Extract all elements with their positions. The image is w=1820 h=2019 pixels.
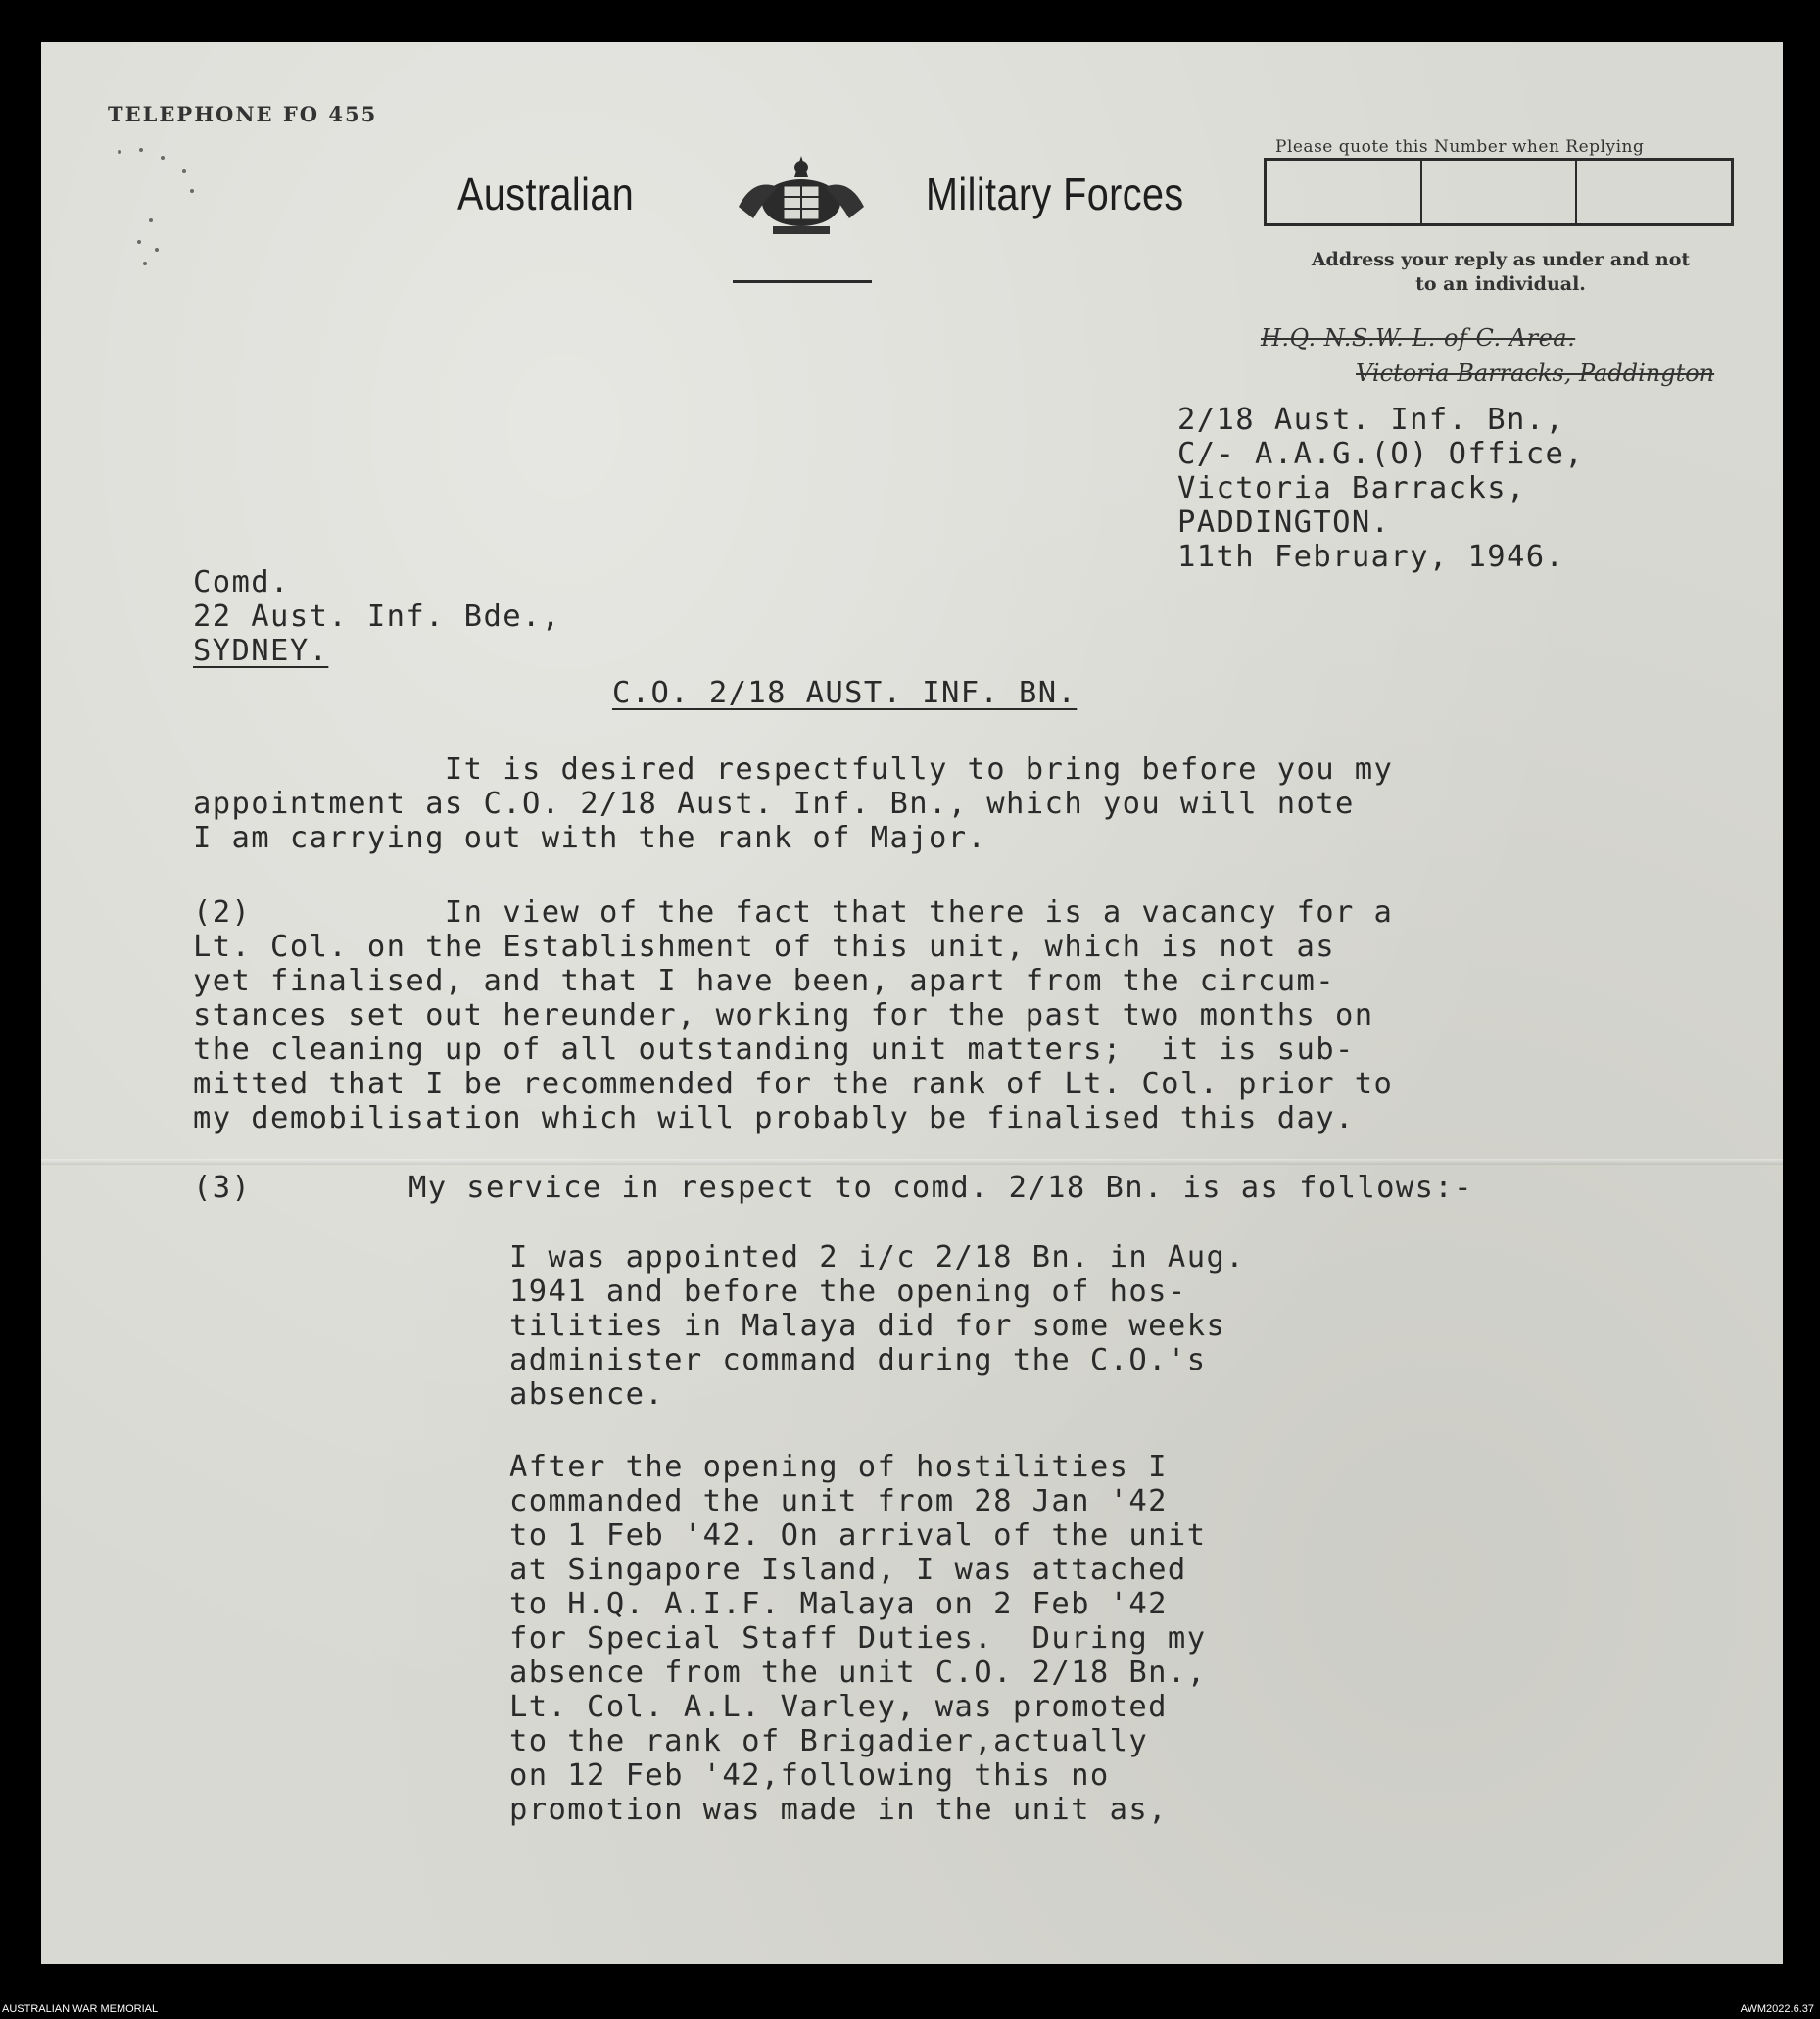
text-line: at Singapore Island, I was attached	[509, 1553, 1187, 1587]
letterhead-title-left: Australian	[457, 168, 635, 219]
punch-hole	[149, 218, 153, 222]
recipient-address	[193, 565, 561, 668]
punch-hole	[161, 156, 165, 160]
punch-hole	[190, 189, 194, 193]
punch-holes	[110, 130, 198, 267]
reply-instruction-line: to an individual.	[1415, 273, 1586, 295]
address-line: C/- A.A.G.(O) Office,	[1177, 437, 1585, 471]
paragraph-2	[193, 895, 1393, 1135]
paper-fold	[41, 1159, 1783, 1165]
text-line: to the rank of Brigadier,actually	[509, 1724, 1149, 1758]
text-line: mitted that I be recommended for the rank of Lt. Col. prior to	[193, 1067, 1394, 1101]
text-line: tilities in Malaya did for some weeks	[509, 1309, 1226, 1343]
address-line: Victoria Barracks,	[1177, 471, 1526, 505]
letter-page	[41, 42, 1783, 1964]
paragraph-1	[193, 752, 1393, 855]
text-line: the cleaning up of all outstanding unit matters; it is sub-	[193, 1033, 1355, 1067]
archive-reference: AWM2022.6.37	[1740, 2003, 1814, 2015]
punch-hole	[137, 240, 141, 244]
text-line: my demobilisation which will probably be finalised this day.	[193, 1101, 1355, 1135]
service-block-2	[509, 1450, 1206, 1827]
punch-hole	[143, 262, 147, 265]
letter-subject: C.O. 2/18 AUST. INF. BN.	[612, 676, 1078, 710]
letterhead-title-right: Military Forces	[926, 168, 1184, 219]
paragraph-3-number: (3)	[193, 1171, 252, 1205]
coat-of-arms-icon	[734, 148, 869, 246]
recipient-line: SYDNEY.	[193, 634, 329, 668]
service-block-1	[509, 1240, 1245, 1412]
punch-hole	[182, 169, 186, 173]
reply-instruction-line: Address your reply as under and not	[1311, 249, 1691, 270]
punch-hole	[155, 248, 159, 252]
letterhead-rule	[733, 280, 872, 283]
reference-cell	[1267, 161, 1422, 223]
text-line: Lt. Col. A.L. Varley, was promoted	[509, 1690, 1168, 1724]
text-line: I am carrying out with the rank of Major.	[193, 821, 987, 855]
address-line: PADDINGTON.	[1177, 505, 1391, 540]
text-line: to H.Q. A.I.F. Malaya on 2 Feb '42	[509, 1587, 1168, 1621]
text-line: I was appointed 2 i/c 2/18 Bn. in Aug.	[509, 1240, 1245, 1274]
sender-address	[1177, 403, 1584, 574]
text-line: promotion was made in the unit as,	[509, 1793, 1168, 1827]
recipient-line: Comd.	[193, 565, 290, 600]
text-line: (2) In view of the fact that there is a vacancy for a	[193, 895, 1394, 930]
reference-number-box	[1264, 158, 1734, 226]
reference-label: Please quote this Number when Replying	[1275, 137, 1645, 157]
text-line: on 12 Feb '42,following this no	[509, 1758, 1110, 1793]
text-line: absence from the unit C.O. 2/18 Bn.,	[509, 1656, 1207, 1690]
text-line: absence.	[509, 1377, 665, 1412]
paragraph-3-text: My service in respect to comd. 2/18 Bn. is as follows:-	[408, 1171, 1473, 1205]
reference-cell	[1577, 161, 1731, 223]
address-line: 2/18 Aust. Inf. Bn.,	[1177, 403, 1565, 437]
letter-date: 11th February, 1946.	[1177, 540, 1565, 574]
recipient-line: 22 Aust. Inf. Bde.,	[193, 600, 561, 634]
text-line: yet finalised, and that I have been, apart from the circum-	[193, 964, 1335, 998]
text-line: Lt. Col. on the Establishment of this unit, which is not as	[193, 930, 1335, 964]
text-line: appointment as C.O. 2/18 Aust. Inf. Bn., which you will note	[193, 787, 1355, 821]
struck-address-line: H.Q. N.S.W. L. of C. Area.	[1261, 324, 1576, 352]
punch-hole	[139, 148, 143, 152]
archive-credit: AUSTRALIAN WAR MEMORIAL	[2, 2003, 159, 2015]
text-line: 1941 and before the opening of hos-	[509, 1274, 1187, 1309]
struck-address-line: Victoria Barracks, Paddington	[1356, 360, 1715, 387]
text-line: administer command during the C.O.'s	[509, 1343, 1207, 1377]
telephone-number: TELEPHONE FO 455	[108, 102, 378, 126]
text-line: It is desired respectfully to bring before you my	[193, 752, 1394, 787]
text-line: After the opening of hostilities I	[509, 1450, 1168, 1484]
text-line: stances set out hereunder, working for the past two months on	[193, 998, 1374, 1033]
text-line: for Special Staff Duties. During my	[509, 1621, 1207, 1656]
text-line: to 1 Feb '42. On arrival of the unit	[509, 1518, 1207, 1553]
text-line: commanded the unit from 28 Jan '42	[509, 1484, 1168, 1518]
reply-instruction	[1266, 248, 1736, 297]
reference-cell	[1422, 161, 1578, 223]
punch-hole	[118, 150, 121, 154]
